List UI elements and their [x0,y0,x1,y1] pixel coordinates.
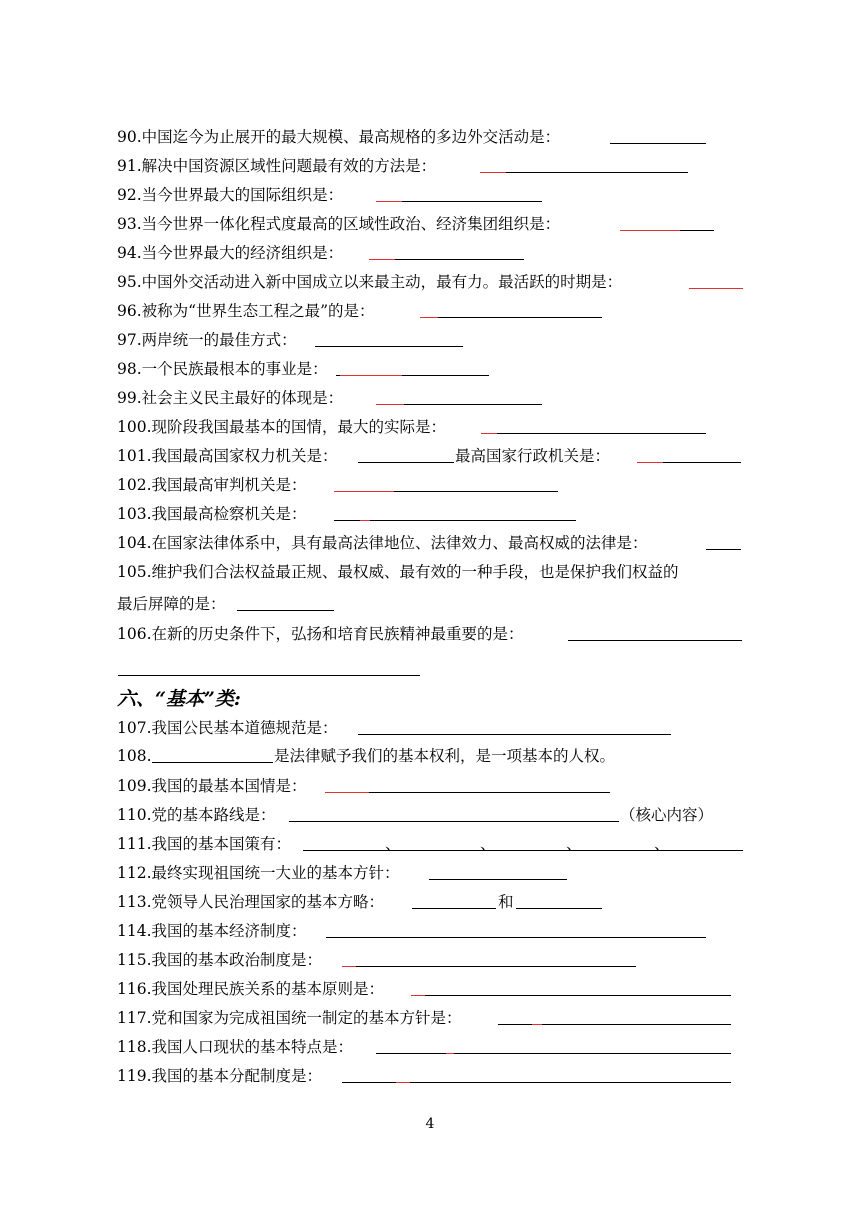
answer-blank-106a[interactable] [568,640,742,641]
question-text: 98.一个民族最根本的事业是： [117,360,328,378]
question-text: 112.最终实现祖国统一大业的基本方针： [117,864,400,882]
answer-blank-96[interactable] [420,317,602,318]
question-text: 111.我国的基本国策有： [117,835,292,853]
answer-blank-97[interactable] [315,346,463,347]
question-text: 105.维护我们合法权益最正规、最权威、最有效的一种手段，也是保护我们权益的 [117,563,679,581]
question-106 [117,624,524,644]
question-text: 106.在新的历史条件下，弘扬和培育民族精神最重要的是： [117,625,524,643]
question-text: 95.中国外交活动进入新中国成立以来最主动，最有力。最活跃的时期是： [117,273,623,291]
question-text: 118.我国人口现状的基本特点是： [117,1038,354,1056]
separator: 、 [385,835,401,853]
question-114 [117,921,307,941]
question-text: 107.我国公民基本道德规范是： [117,719,338,737]
question-115 [117,950,322,970]
question-93 [117,214,560,234]
question-101-part2 [455,446,610,466]
answer-blank-104[interactable] [706,549,741,550]
question-119 [117,1066,322,1086]
question-text: 最高国家行政机关是： [455,447,611,465]
section-heading: 六、“基本”类: [117,688,241,710]
question-text: 119.我国的基本分配制度是： [117,1067,323,1085]
separator: 、 [654,835,670,853]
answer-blank-103[interactable] [334,520,576,521]
red-mark [360,520,370,521]
question-text: 96.被称为“世界生态工程之最”的是： [117,302,375,320]
red-mark [325,792,369,793]
question-text: （核心内容） [620,806,714,824]
question-text: 91.解决中国资源区域性问题最有效的方法是： [117,157,437,175]
answer-blank-111[interactable] [303,850,743,851]
question-text: 94.当今世界最大的经济组织是： [117,244,344,262]
red-mark [420,317,438,318]
question-100 [117,417,446,437]
question-98 [117,359,328,379]
page-number: 4 [425,1116,435,1132]
answer-blank-91[interactable] [480,172,688,173]
question-112 [117,863,400,883]
question-text: 117.党和国家为完成祖国统一制定的基本方针是： [117,1009,462,1027]
question-113-part2 [498,892,514,912]
question-103 [117,504,307,524]
question-91 [117,156,436,176]
question-text: 97.两岸统一的最佳方式： [117,331,297,349]
question-104 [117,533,648,553]
red-mark [396,1082,410,1083]
answer-blank-118[interactable] [376,1053,731,1054]
question-110 [117,805,276,825]
question-text: 100.现阶段我国最基本的国情，最大的实际是： [117,418,447,436]
answer-blank-110[interactable] [289,821,619,822]
answer-blank-95[interactable] [689,288,743,289]
question-text: 116.我国处理民族关系的基本原则是： [117,980,385,998]
question-text: 99.社会主义民主最好的体现是： [117,389,344,407]
answer-blank-113b[interactable] [516,908,602,909]
question-113 [117,892,384,912]
question-117 [117,1008,462,1028]
answer-blank-116[interactable] [411,995,731,996]
answer-blank-114[interactable] [326,937,706,938]
question-text: 101.我国最高国家权力机关是： [117,447,338,465]
answer-blank-101a[interactable] [358,462,454,463]
question-92 [117,185,343,205]
question-99 [117,388,343,408]
answer-blank-107[interactable] [358,734,671,735]
answer-blank-112[interactable] [429,879,567,880]
answer-blank-115[interactable] [342,966,636,967]
answer-blank-105[interactable] [237,610,334,611]
question-90 [117,127,560,147]
question-text: 92.当今世界最大的国际组织是： [117,186,344,204]
question-text: 最后屏障的是： [117,595,226,613]
red-mark [637,462,663,463]
question-118 [117,1037,353,1057]
red-mark [334,491,394,492]
red-mark [480,172,506,173]
question-108 [117,746,152,766]
question-text: 93.当今世界一体化程式度最高的区域性政治、经济集团组织是： [117,215,561,233]
question-text: 是法律赋予我们的基本权利，是一项基本的人权。 [274,747,616,765]
question-text: 109.我国的最基本国情是： [117,777,307,795]
question-95 [117,272,622,292]
question-text: 102.我国最高审判机关是： [117,476,307,494]
question-text: 104.在国家法律体系中，具有最高法律地位、法律效力、最高权威的法律是： [117,534,648,552]
question-105-cont [117,594,226,614]
question-text: 114.我国的基本经济制度： [117,922,307,940]
red-mark [376,201,402,202]
question-102 [117,475,307,495]
question-96 [117,301,375,321]
red-mark [340,375,402,376]
question-text: 113.党领导人民治理国家的基本方略： [117,893,385,911]
answer-blank-106b[interactable] [118,675,420,676]
question-97 [117,330,297,350]
red-mark [620,230,680,231]
answer-blank-90[interactable] [610,143,706,144]
question-116 [117,979,384,999]
red-mark [376,404,404,405]
separator: 、 [566,835,582,853]
question-94 [117,243,343,263]
question-111 [117,834,291,854]
question-101 [117,446,338,466]
question-text: 115.我国的基本政治制度是： [117,951,323,969]
question-109 [117,776,307,796]
red-mark [481,433,497,434]
red-mark [411,995,425,996]
red-mark [369,259,395,260]
question-text: 108. [117,747,152,765]
question-text: 103.我国最高检察机关是： [117,505,307,523]
answer-blank-100[interactable] [481,433,706,434]
answer-blank-108[interactable] [152,762,273,763]
red-mark [532,1024,542,1025]
question-107 [117,718,338,738]
question-110-part2 [620,805,713,825]
red-mark [446,1053,454,1054]
question-105 [117,562,679,582]
answer-blank-113a[interactable] [412,908,496,909]
question-108-part2 [274,746,615,766]
question-text: 110.党的基本路线是： [117,806,276,824]
question-text: 90.中国迄今为止展开的最大规模、最高规格的多边外交活动是： [117,128,561,146]
question-text: 和 [498,893,514,911]
separator: 、 [480,835,496,853]
red-mark [342,966,356,967]
